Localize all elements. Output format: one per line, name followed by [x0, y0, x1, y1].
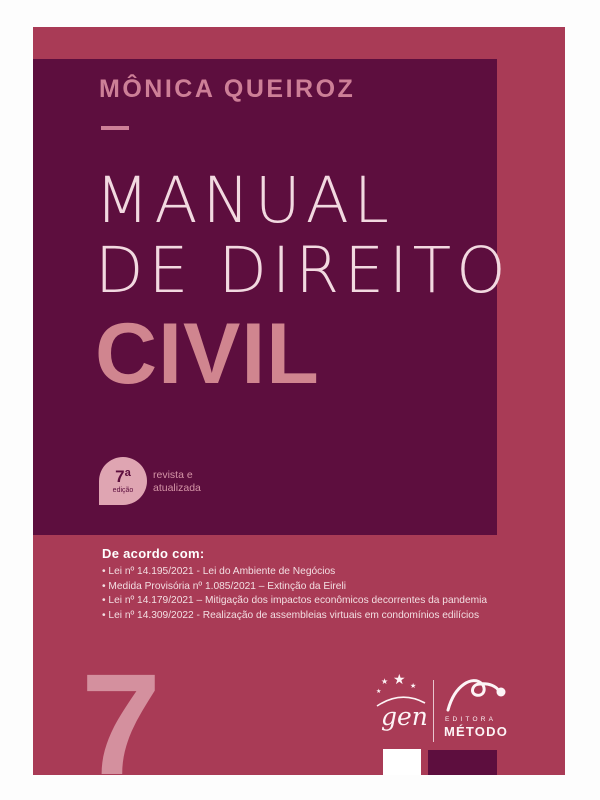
editora-label: EDITORA [445, 716, 497, 723]
accordance-item: • Medida Provisória nº 1.085/2021 – Extinção da Eireli [102, 580, 347, 592]
title-line-3: CIVIL [95, 306, 320, 402]
accordance-item: • Lei nº 14.309/2022 - Realização de assembleias virtuais em condomínios edilícios [102, 609, 480, 621]
accordance-section [102, 546, 522, 623]
title-panel [33, 59, 511, 535]
edition-badge [99, 457, 147, 505]
star-icon: ★ [393, 671, 406, 687]
star-icon: ★ [410, 683, 417, 690]
spine-white-block [383, 749, 421, 775]
editora-metodo-logo [443, 672, 518, 747]
edition-word: edição [112, 487, 134, 494]
edition-note-line-2: atualizada [153, 482, 201, 494]
author-name: MÔNICA QUEIROZ [99, 75, 356, 103]
title-line-2: DE DIREITO [95, 234, 511, 307]
spine-plum-block [428, 750, 497, 775]
book-cover [33, 27, 565, 775]
metodo-ribbon-icon [445, 674, 507, 714]
edition-number: 7ª [115, 467, 131, 486]
big-edition-numeral: 7 [81, 644, 162, 775]
edition-note [153, 469, 201, 495]
title-line-1: MANUAL [95, 164, 394, 237]
gen-logo-text: gen [381, 702, 428, 731]
accordance-item: • Lei nº 14.179/2021 – Mitigação dos impactos econômicos decorrentes da pandemia [102, 595, 488, 606]
metodo-label: MÉTODO [444, 724, 509, 739]
edition-note-line-1: revista e [153, 469, 193, 481]
star-icon: ★ [381, 677, 389, 686]
author-underline-dash [101, 126, 129, 130]
accordance-item: • Lei nº 14.195/2021 - Lei do Ambiente de Negócios [102, 566, 336, 577]
logo-divider [433, 680, 434, 742]
gen-logo [373, 672, 429, 742]
accordance-heading: De acordo com: [102, 546, 205, 561]
star-icon: ★ [376, 689, 382, 695]
accordance-list [102, 565, 522, 623]
